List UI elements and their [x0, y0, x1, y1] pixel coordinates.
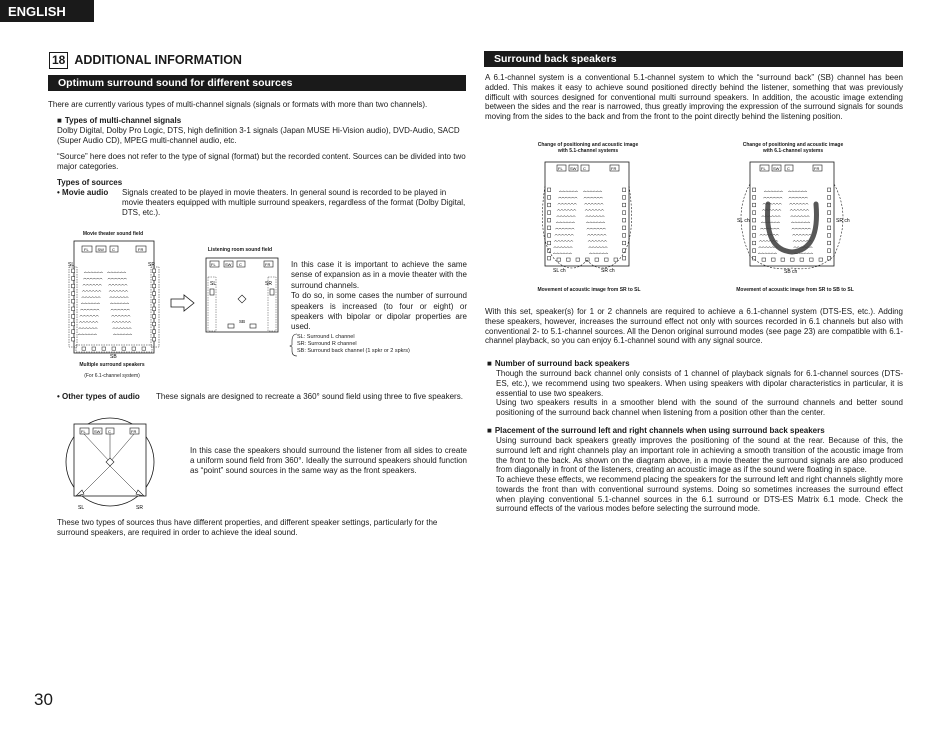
fig-6-1-caption: Movement of acoustic image from SR to SB to SL [736, 287, 854, 293]
fig-5-1-diagram [537, 160, 641, 280]
surround-speaker-icon [548, 196, 551, 200]
back-speaker-icon [82, 347, 86, 350]
surround-360-diagram [66, 420, 162, 512]
fig-5-1-title: Change of positioning and acoustic image with 5.1-channel systems [537, 142, 639, 155]
surround-speaker-icon [753, 188, 756, 192]
back-speaker-icon [557, 258, 561, 261]
surround-speaker-icon [548, 241, 551, 245]
surround-speaker-icon [548, 188, 551, 192]
sl-label: SL [78, 505, 85, 511]
surround-speaker-icon [828, 188, 831, 192]
fr-speaker-label: FR [131, 429, 137, 434]
fr-speaker-label: FR [138, 247, 144, 252]
section-title: ADDITIONAL INFORMATION [74, 52, 242, 67]
back-speaker-icon [810, 258, 814, 261]
sr-label: SR [136, 505, 143, 511]
back-speaker-icon [567, 258, 571, 261]
surround-speaker-icon [72, 292, 75, 296]
movie-audio-text: Signals created to be played in movie theaters. In general sound is recorded to be played in movie theaters equipped with multiple surround speakers, regardless of the format (Dolby Digital, DTS, etc.). [122, 188, 466, 217]
surround-speaker-icon [153, 269, 156, 273]
page-number: 30 [34, 690, 53, 709]
surround-speaker-icon [623, 188, 626, 192]
sl-ch-label: SL ch [737, 218, 750, 224]
multi-surround-caption: Multiple surround speakers [79, 362, 145, 368]
listening-room-diagram [202, 255, 282, 335]
back-speaker-icon [800, 258, 804, 261]
surround-speaker-icon [828, 196, 831, 200]
num-heading: ■ Number of surround back speakers [487, 359, 630, 369]
place-heading: ■ Placement of the surround left and right channels when using surround back speakers [487, 426, 825, 436]
surround-speaker-icon [153, 315, 156, 319]
sr-label: SR [148, 262, 155, 268]
surround-speaker-icon [623, 234, 626, 238]
types-heading: ■ Types of multi-channel signals [57, 116, 181, 126]
surround-speaker-icon [753, 211, 756, 215]
language-tab: ENGLISH [0, 0, 94, 22]
sb-ch-label: SB ch [784, 269, 798, 275]
surround-speaker-icon [623, 196, 626, 200]
num-text: Though the surround back channel only consists of 1 channel of playback signals for 6.1-channel sources (DTS-ES, etc.), we recommend using two speakers. When using speakers with dipolar characteristics in particular, it is essential to use two speakers. Using two speakers results in a smoother blend with the sound of the surround channels and better sound positioning of the surround back channel when listening from a position other than the center. [496, 369, 903, 417]
section-heading [49, 52, 242, 69]
surround-speaker-icon [72, 322, 75, 326]
back-speaker-icon [772, 258, 776, 261]
surround-speaker-icon [153, 322, 156, 326]
surround-speaker-icon [72, 284, 75, 288]
surround-speaker-icon [753, 218, 756, 222]
sr-ch-label: SR ch [836, 218, 850, 224]
closing-paragraph: These two types of sources thus have different properties, and different speaker settings, particularly for the surround speakers, are required in order to achieve the ideal sound. [57, 518, 438, 537]
back-speaker-icon [102, 347, 106, 350]
surround-speaker-icon [828, 234, 831, 238]
c-speaker-label: C [787, 166, 790, 171]
fr-speaker-label: FR [611, 166, 617, 171]
surround-speaker-icon [548, 203, 551, 207]
fig-5-1-caption: Movement of acoustic image from SR to SL [537, 287, 641, 293]
surround-back-intro: A 6.1-channel system is a conventional 5.1-channel system to which the “surround back” (SB) channel has been added. This makes it easy to achieve sound positioned directly behind the listener, something that was previously difficult with sources designed for conventional multi surround speakers. In addition, the acoustic image extending between the sides and the rear is narrowed, thus greatly improving the expression of the surround signals for sounds moving from the sides to the back and from the front to the point directly behind the listening position. [485, 73, 903, 121]
fl-speaker-label: FL [84, 247, 89, 252]
fl-speaker-label: FL [81, 429, 86, 434]
sl-ch-label: SL ch [553, 268, 566, 274]
surround-speaker-icon [828, 211, 831, 215]
surround-speaker-icon [72, 315, 75, 319]
sr-label: SR [265, 281, 272, 287]
back-speaker-icon [595, 258, 599, 261]
source-note: “Source” here does not refer to the type of signal (format) but the recorded content. Sources can be divided into two major categories. [57, 152, 466, 171]
surround-speaker-icon [753, 196, 756, 200]
other-audio-label: • Other types of audio [57, 392, 140, 401]
back-speaker-icon [781, 258, 785, 261]
back-speaker-icon [576, 258, 580, 261]
legend-sb: SB: Surround back channel (1 spkr or 2 spkrs) [297, 347, 410, 354]
sw-speaker-label: SW [225, 262, 232, 267]
fig-6-1-title: Change of positioning and acoustic image with 6.1-channel systems [742, 142, 844, 155]
surround-speaker-icon [623, 203, 626, 207]
sr-ch-label: SR ch [601, 268, 615, 274]
movie-audio-label: • Movie audio [57, 188, 109, 197]
back-speaker-icon [122, 347, 126, 350]
fl-speaker-label: FL [761, 166, 766, 171]
surround-speaker-icon [753, 249, 756, 253]
back-speaker-icon [762, 258, 766, 261]
surround-speaker-icon [623, 249, 626, 253]
surround-speaker-icon [753, 226, 756, 230]
surround-speaker-icon [153, 330, 156, 334]
surround-speaker-icon [548, 218, 551, 222]
sw-speaker-label: SW [570, 166, 577, 171]
surround-speaker-icon [828, 203, 831, 207]
back-speaker-icon [142, 347, 146, 350]
surround-speaker-icon [828, 256, 831, 260]
set-paragraph: With this set, speaker(s) for 1 or 2 channels are required to achieve a 6.1-channel system (DTS-ES, etc.). Adding these speakers, however, increases the surround effect not only with sources recorded in 6.1 channels but also with conventional 2- to 5.1-channel sources. All the Denon original surround modes (see page 23) are compatible with 6.1-channel playback, so you can enjoy 6.1-channel sound with any signal source. [485, 307, 903, 346]
intro-paragraph: There are currently various types of multi-channel signals (signals or formats with more than two channels). [48, 100, 428, 109]
sb-label: SB [110, 354, 117, 360]
back-speaker-icon [605, 258, 609, 261]
surround-speaker-icon [72, 307, 75, 311]
sl-label: SL [210, 281, 217, 287]
c-speaker-label: C [239, 262, 242, 267]
other-audio-text: These signals are designed to recreate a 360° sound field using three to five speakers. [156, 392, 463, 401]
multi-surround-sub: (For 6.1-channel system) [84, 373, 140, 379]
other-case-text: In this case the speakers should surround the listener from all sides to create a uniform sound field from 360°. Ideally the surround speakers should function as “point” sound sources in the same way as the front speakers. [190, 446, 467, 475]
sw-speaker-label: SW [773, 166, 780, 171]
movie-theater-diagram [66, 239, 162, 359]
back-speaker-icon [132, 347, 136, 350]
c-speaker-label: C [108, 429, 111, 434]
surround-speaker-icon [153, 277, 156, 281]
surround-speaker-icon [828, 226, 831, 230]
surround-speaker-icon [153, 284, 156, 288]
surround-speaker-icon [623, 256, 626, 260]
surround-speaker-icon [72, 299, 75, 303]
sw-speaker-label: SW [97, 247, 104, 252]
surround-speaker-icon [153, 299, 156, 303]
c-speaker-label: C [583, 166, 586, 171]
back-speaker-icon [112, 347, 116, 350]
fl-speaker-label: FL [211, 262, 216, 267]
types-text: Dolby Digital, Dolby Pro Logic, DTS, high definition 3-1 signals (Japan MUSE Hi-Vision audio), DVD-Audio, SACD (Super Audio CD), MPEG multi-channel audio, etc. [57, 126, 460, 145]
back-speaker-icon [92, 347, 96, 350]
speaker-legend [297, 334, 467, 355]
fr-speaker-label: FR [814, 166, 820, 171]
back-speaker-icon [819, 258, 823, 261]
legend-sl: SL: Surround L channel [297, 334, 355, 340]
surround-speaker-icon [72, 269, 75, 273]
back-speaker-icon [791, 258, 795, 261]
surround-speaker-icon [828, 241, 831, 245]
surround-speaker-icon [753, 234, 756, 238]
fig-6-1-diagram [738, 160, 848, 278]
surround-speaker-icon [548, 226, 551, 230]
surround-speaker-icon [753, 241, 756, 245]
sources-heading: Types of sources [57, 178, 123, 187]
section-number: 18 [49, 52, 68, 69]
surround-speaker-icon [548, 211, 551, 215]
sl-label: SL [68, 262, 75, 268]
back-speaker-icon [614, 258, 618, 261]
sb-label: SB [239, 319, 246, 324]
surround-speaker-icon [828, 218, 831, 222]
arrow-right-icon [170, 294, 196, 312]
surround-speaker-icon [153, 292, 156, 296]
c-speaker-label: C [112, 247, 115, 252]
legend-sr: SR: Surround R channel [297, 340, 357, 347]
surround-speaker-icon [548, 234, 551, 238]
surround-speaker-icon [828, 249, 831, 253]
surround-speaker-icon [623, 211, 626, 215]
place-text: Using surround back speakers greatly improves the positioning of the sound at the rear. Because of this, the surround left and right channels play an important role in achieving a smooth transition of the acoustic image from the front to the back. As shown on the diagram above, in a movie theater the surround signals are also produced from diagonally in front of the listeners, creating an acoustic image as if the sound were floating in space. To achieve these effects, we recommend placing the speakers for the surround left and right channels slightly more towards the front than with conventional surround systems. Doing so sometimes increases the surround effect when playing conventional 5.1-channel sources in the 6.1 surround or DTS-ES Matrix 6.1 mode. Check the surround effects of the various modes before selecting the surround mode. [496, 436, 903, 514]
surround-back-heading: Surround back speakers [484, 51, 903, 67]
surround-speaker-icon [623, 226, 626, 230]
movie-case-text: In this case it is important to achieve the same sense of expansion as in a movie theater with the surround channels. To do so, in some cases the number of surround speakers is increased (to four or eight) or speakers with bipolar or dipolar properties are used. [291, 260, 467, 332]
surround-speaker-icon [72, 277, 75, 281]
fr-speaker-label: FR [265, 262, 271, 267]
surround-speaker-icon [623, 241, 626, 245]
surround-speaker-icon [753, 203, 756, 207]
listening-room-title: Listening room sound field [207, 247, 273, 253]
surround-speaker-icon [153, 307, 156, 311]
surround-speaker-icon [72, 330, 75, 334]
movie-theater-title: Movie theater sound field [82, 231, 144, 237]
surround-speaker-icon [548, 256, 551, 260]
surround-speaker-icon [623, 218, 626, 222]
surround-speaker-icon [153, 337, 156, 341]
sw-speaker-label: SW [94, 429, 101, 434]
subheading-bar: Optimum surround sound for different sources [48, 75, 466, 91]
surround-speaker-icon [72, 337, 75, 341]
fl-speaker-label: FL [558, 166, 563, 171]
